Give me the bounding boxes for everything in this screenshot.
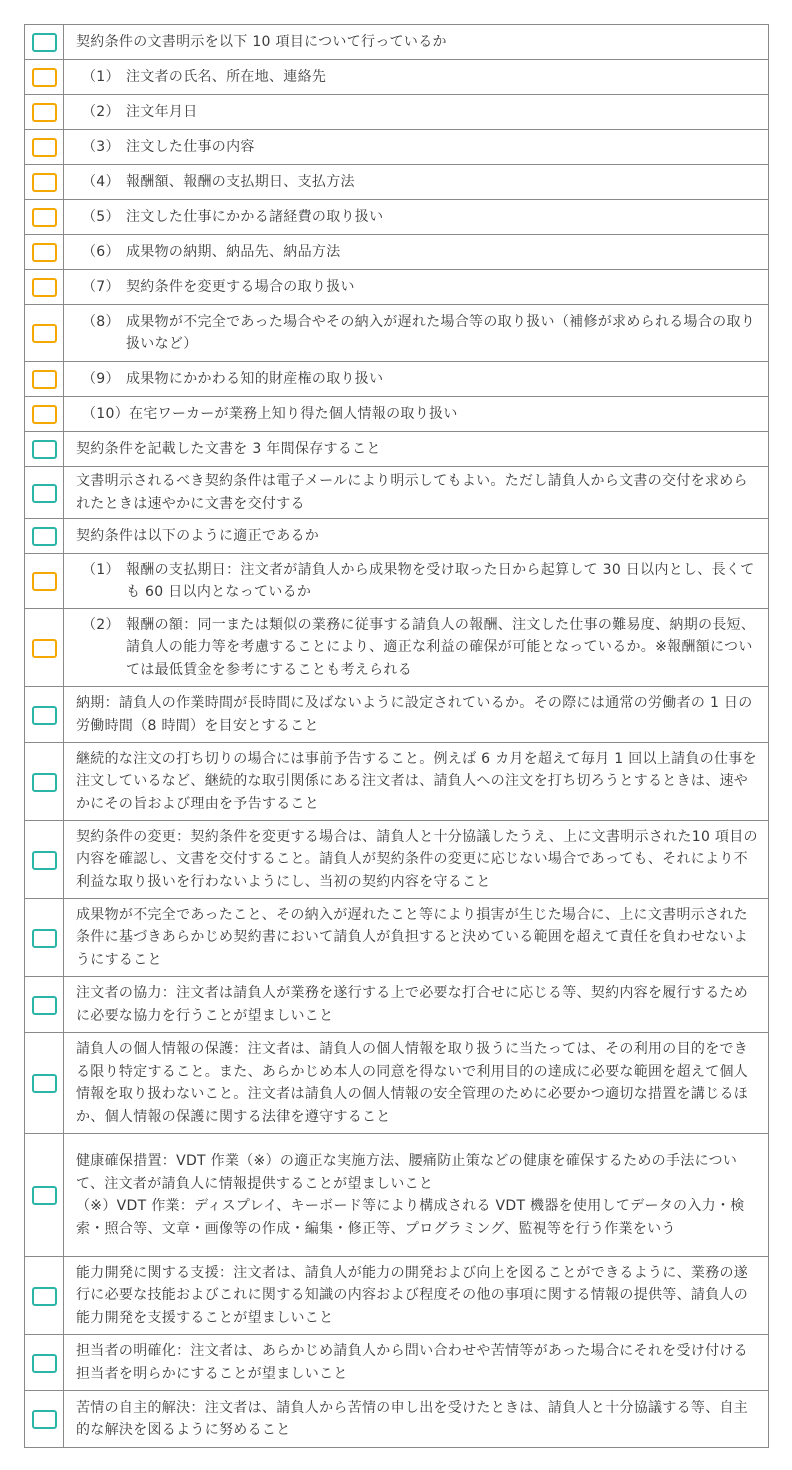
item-text-cell (64, 1033, 769, 1134)
checkbox-cell (25, 687, 64, 743)
checkbox-cell (25, 235, 64, 270)
checklist-item (25, 1134, 769, 1257)
checklist-item (25, 899, 769, 977)
subitem-content (76, 171, 760, 194)
item-text: 注文した仕事にかかる諸経費の取り扱い (126, 208, 384, 225)
checkbox-cell (25, 432, 64, 467)
item-text: 成果物が不完全であった場合やその納入が遅れた場合等の取り扱い（補修が求められる場合の取り扱いなど） (126, 313, 756, 352)
item-text: 報酬の額：同一または類似の業務に従事する請負人の報酬、注文した仕事の難易度、納期の長短、請負人の能力等を考慮することにより、適正な利益の確保が可能となっているか。※報酬額については最低賃金を参考にすることも考えられる (126, 616, 756, 678)
item-text-cell (64, 743, 769, 821)
item-text: 請負人の個人情報の保護：注文者は、請負人の個人情報を取り扱うに当たっては、その利用の目的をできる限り特定すること。また、あらかじめ本人の同意を得ないで利用目的の達成に必要な範囲を超えて個人情報を取り扱わないこと。注文者は請負人の個人情報の安全管理のために必要かつ適切な措置を講じるほか、個人情報の保護に関する法律を遵守すること (76, 1041, 749, 1125)
checkbox[interactable] (32, 103, 57, 122)
item-number: （8） (82, 313, 120, 330)
item-text-cell (64, 95, 769, 130)
item-text-cell (64, 270, 769, 305)
item-number: （5） (82, 208, 120, 225)
checkbox[interactable] (32, 572, 57, 591)
item-text: 注文者の協力：注文者は請負人が業務を遂行する上で必要な打合せに応じる等、契約内容を履行するために必要な協力を行うことが望ましいこと (76, 985, 749, 1024)
checkbox-cell (25, 977, 64, 1033)
item-text: 在宅ワーカーが業務上知り得た個人情報の取り扱い (129, 405, 458, 422)
checklist-table (24, 24, 769, 1448)
checkbox[interactable] (32, 929, 57, 948)
checkbox[interactable] (32, 773, 57, 792)
item-number: （9） (82, 370, 120, 387)
checkbox[interactable] (32, 33, 57, 52)
checkbox-cell (25, 821, 64, 899)
checkbox[interactable] (32, 1186, 57, 1205)
item-text: 契約条件を変更する場合の取り扱い (126, 278, 355, 295)
item-text-cell (64, 130, 769, 165)
item-text: 報酬の支払期日：注文者が請負人から成果物を受け取った日から起算して 30 日以内とし、長くても 60 日以内となっているか (126, 561, 755, 600)
checkbox[interactable] (32, 484, 57, 503)
item-number: （3） (82, 138, 120, 155)
checkbox-cell (25, 519, 64, 554)
item-text-cell (64, 821, 769, 899)
checkbox[interactable] (32, 324, 57, 343)
checklist-item (25, 687, 769, 743)
checkbox-cell (25, 899, 64, 977)
item-text: 成果物の納期、納品先、納品方法 (126, 243, 341, 260)
item-text: 納期：請負人の作業時間が長時間に及ばないように設定されているか。その際には通常の労働者の 1 日の労働時間（8 時間）を目安とすること (76, 695, 753, 734)
checkbox-cell (25, 397, 64, 432)
checklist-item (25, 1391, 769, 1448)
item-text-cell (64, 977, 769, 1033)
subitem-content (76, 101, 760, 124)
subitem-content (76, 136, 760, 159)
checkbox-cell (25, 60, 64, 95)
checklist-item (25, 1335, 769, 1391)
checkbox-cell (25, 25, 64, 60)
item-text: 成果物が不完全であったこと、その納入が遅れたこと等により損害が生じた場合に、上に文書明示された条件に基づきあらかじめ契約書において請負人が負担すると決めている範囲を超えて責任を負わせないようにすること (76, 906, 749, 968)
checkbox[interactable] (32, 996, 57, 1015)
item-text: 文書明示されるべき契約条件は電子メールにより明示してもよい。ただし請負人から文書の交付を求められたときは速やかに文書を交付する (76, 473, 748, 512)
item-text-cell (64, 609, 769, 687)
checkbox[interactable] (32, 1354, 57, 1373)
checkbox-cell (25, 1335, 64, 1391)
checklist-subitem (25, 554, 769, 609)
item-text-cell (64, 25, 769, 60)
checklist-subitem (25, 165, 769, 200)
item-number: （4） (82, 173, 120, 190)
item-text: 成果物にかかわる知的財産権の取り扱い (126, 370, 384, 387)
item-text-cell (64, 60, 769, 95)
item-text-cell (64, 432, 769, 467)
subitem-content (76, 368, 760, 391)
item-number: （1） (82, 68, 120, 85)
checklist-subitem (25, 609, 769, 687)
item-text-cell (64, 687, 769, 743)
item-text-cell (64, 467, 769, 519)
checkbox[interactable] (32, 405, 57, 424)
checkbox[interactable] (32, 173, 57, 192)
checklist-subitem (25, 397, 769, 432)
checklist-item (25, 821, 769, 899)
checkbox[interactable] (32, 1410, 57, 1429)
item-text: 注文年月日 (126, 103, 198, 120)
checklist-subitem (25, 305, 769, 362)
checklist-subitem (25, 60, 769, 95)
item-number: （2） (82, 103, 120, 120)
subitem-content (76, 403, 760, 426)
checkbox-cell (25, 200, 64, 235)
checklist-item (25, 467, 769, 519)
item-text: 健康確保措置：VDT 作業（※）の適正な実施方法、腰痛防止策などの健康を確保するための手法について、注文者が請負人に情報提供することが望ましいこと (76, 1153, 738, 1192)
subitem-content (76, 311, 760, 356)
checkbox[interactable] (32, 208, 57, 227)
checklist-subitem (25, 362, 769, 397)
item-number: （7） (82, 278, 120, 295)
checklist-subitem (25, 130, 769, 165)
checkbox-cell (25, 1033, 64, 1134)
checklist-item (25, 743, 769, 821)
item-text: 継続的な注文の打ち切りの場合には事前予告すること。例えば 6 カ月を超えて毎月 1 回以上請負の仕事を注文しているなど、継続的な取引関係にある注文者は、請負人への注文を打ち切ろうとするときは、速やかにその旨および理由を予告すること (76, 750, 757, 812)
item-number: （10） (82, 405, 130, 422)
item-text-cell (64, 305, 769, 362)
checkbox[interactable] (32, 706, 57, 725)
subitem-content (76, 614, 760, 682)
item-number: （1） (82, 561, 120, 578)
checklist-item (25, 1257, 769, 1335)
subitem-content (76, 276, 760, 299)
checkbox-cell (25, 609, 64, 687)
checklist-subitem (25, 235, 769, 270)
checkbox[interactable] (32, 1287, 57, 1306)
checklist-item (25, 977, 769, 1033)
checkbox-cell (25, 1391, 64, 1448)
checklist-item (25, 25, 769, 60)
item-text-cell (64, 235, 769, 270)
item-text: 能力開発に関する支援：注文者は、請負人が能力の開発および向上を図ることができるように、業務の遂行に必要な技能およびこれに関する知識の内容および程度その他の事項に関する情報の提供等、請負人の能力開発を支援することが望ましいこと (76, 1264, 749, 1326)
checkbox[interactable] (32, 851, 57, 870)
item-text: 報酬額、報酬の支払期日、支払方法 (126, 173, 355, 190)
checkbox-cell (25, 270, 64, 305)
checklist-subitem (25, 200, 769, 235)
checkbox-cell (25, 305, 64, 362)
checkbox[interactable] (32, 278, 57, 297)
checklist-item (25, 519, 769, 554)
checkbox-cell (25, 95, 64, 130)
checkbox[interactable] (32, 243, 57, 262)
checkbox[interactable] (32, 1074, 57, 1093)
checkbox[interactable] (32, 370, 57, 389)
item-number: （6） (82, 243, 120, 260)
item-text: 契約条件を記載した文書を 3 年間保存すること (76, 440, 381, 457)
item-number: （2） (82, 616, 120, 633)
item-text-cell (64, 1257, 769, 1335)
item-text: 契約条件の変更：契約条件を変更する場合は、請負人と十分協議したうえ、上に文書明示された10 項目の内容を確認し、文書を交付すること。請負人が契約条件の変更に応じない場合であっても、それにより不利益な取り扱いを行わないようにし、当初の契約内容を守ること (76, 828, 758, 890)
item-text-cell (64, 397, 769, 432)
checkbox[interactable] (32, 68, 57, 87)
item-text-cell (64, 554, 769, 609)
item-text: 担当者の明確化：注文者は、あらかじめ請負人から問い合わせや苦情等があった場合にそれを受け付ける担当者を明らかにすることが望ましいこと (76, 1343, 748, 1382)
checkbox-cell (25, 1134, 64, 1257)
item-text: 注文者の氏名、所在地、連絡先 (126, 68, 327, 85)
checklist-item (25, 432, 769, 467)
checkbox[interactable] (32, 639, 57, 658)
subitem-content (76, 66, 760, 89)
item-text: 契約条件は以下のように適正であるか (76, 527, 320, 544)
item-text-cell (64, 899, 769, 977)
item-text-cell (64, 165, 769, 200)
item-note: （※）VDT 作業：ディスプレイ、キーボード等により構成される VDT 機器を使用してデータの入力・検索・照合等、文章・画像等の作成・編集・修正等、プログラミング、監視等を行う作業をいう (76, 1198, 745, 1237)
subitem-content (76, 559, 760, 604)
checkbox-cell (25, 130, 64, 165)
item-text-cell (64, 519, 769, 554)
checkbox[interactable] (32, 138, 57, 157)
item-text-cell (64, 200, 769, 235)
checkbox[interactable] (32, 527, 57, 546)
item-text: 注文した仕事の内容 (126, 138, 255, 155)
item-text: 苦情の自主的解決：注文者は、請負人から苦情の申し出を受けたときは、請負人と十分協議する等、自主的な解決を図るように努めること (76, 1399, 749, 1438)
checkbox-cell (25, 554, 64, 609)
checklist-item (25, 1033, 769, 1134)
item-text-cell (64, 1134, 769, 1257)
checkbox-cell (25, 362, 64, 397)
checklist-subitem (25, 270, 769, 305)
checkbox-cell (25, 165, 64, 200)
item-text-cell (64, 1335, 769, 1391)
item-text-cell (64, 362, 769, 397)
checkbox-cell (25, 1257, 64, 1335)
item-text-cell (64, 1391, 769, 1448)
checkbox-cell (25, 743, 64, 821)
subitem-content (76, 241, 760, 264)
subitem-content (76, 206, 760, 229)
item-text: 契約条件の文書明示を以下 10 項目について行っているか (76, 33, 447, 50)
checkbox[interactable] (32, 440, 57, 459)
checkbox-cell (25, 467, 64, 519)
checklist-subitem (25, 95, 769, 130)
